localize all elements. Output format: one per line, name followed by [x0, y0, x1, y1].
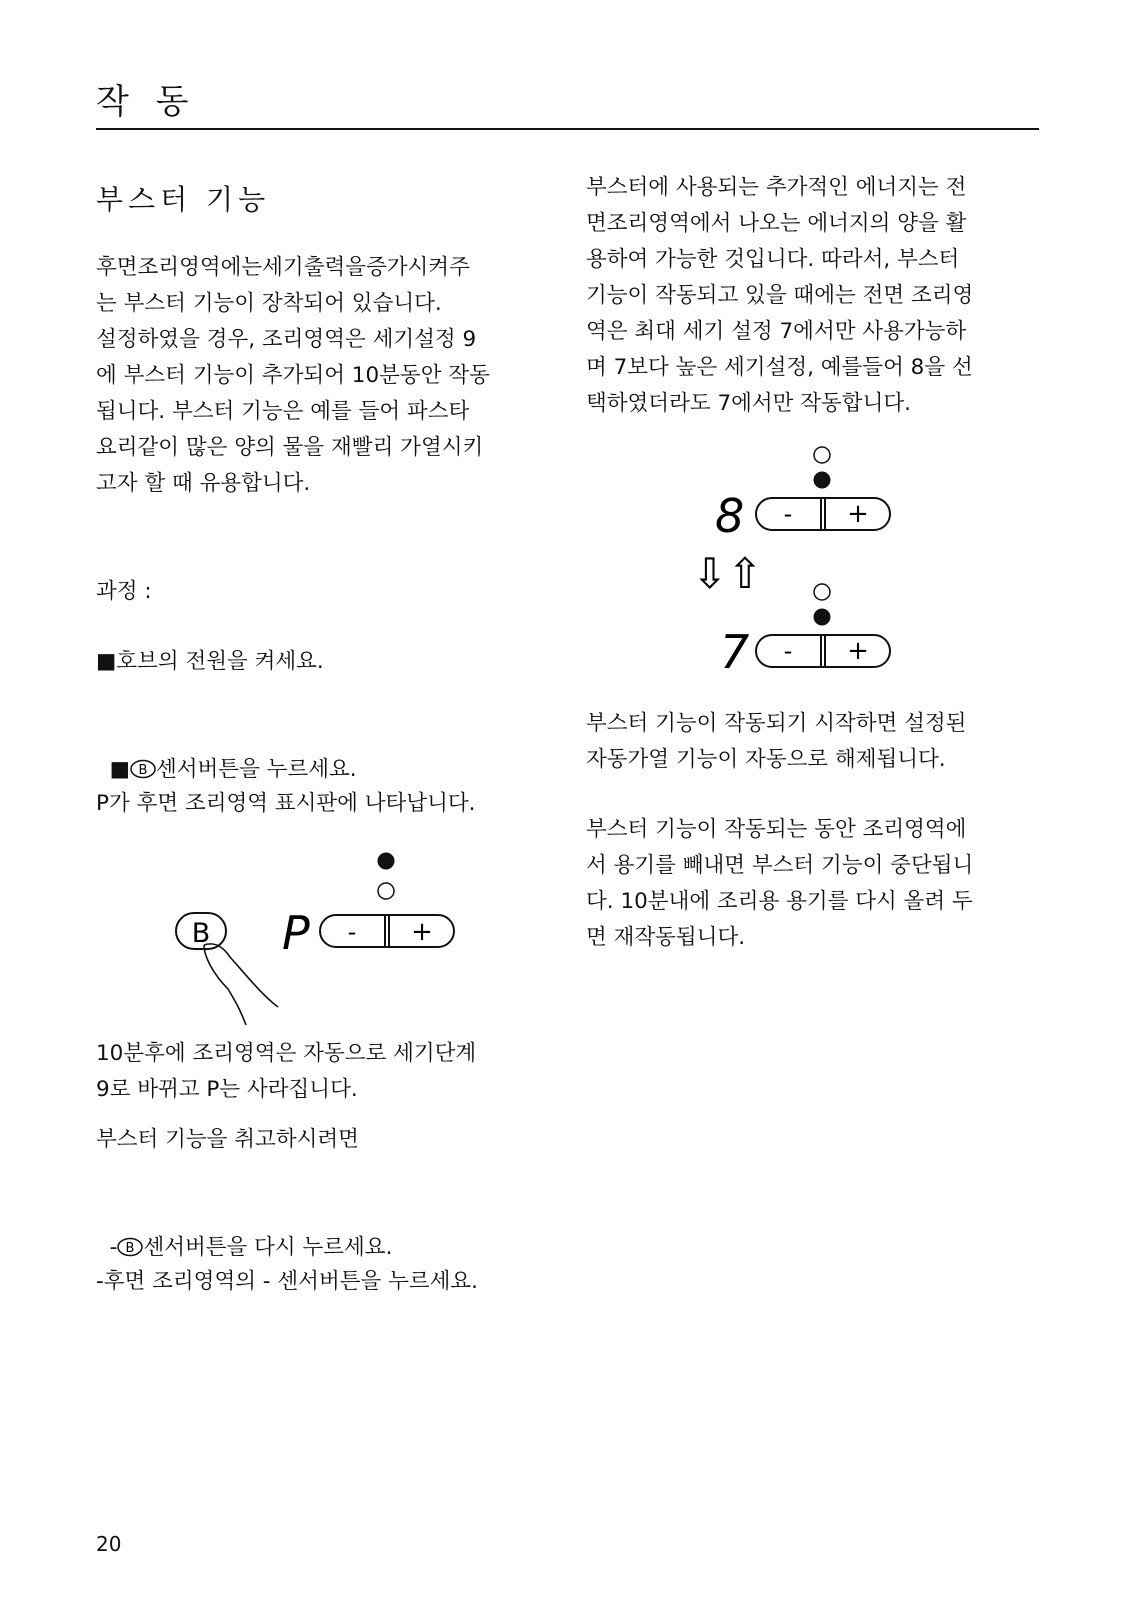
- up-down-arrows-icon: ⇩⇧: [692, 549, 763, 598]
- right-para1-line: 용하여 가능한 것입니다. 따라서, 부스터: [586, 247, 960, 272]
- right-para2-line: 부스터 기능이 작동되기 시작하면 설정된: [586, 711, 967, 736]
- intro-line: 에 부스터 기능이 추가되어 10분동안 작동: [96, 363, 490, 388]
- minus-key: -: [783, 500, 793, 528]
- control-bar-bottom-outline: [756, 635, 890, 667]
- intro-line: 고자 할 때 유용합니다.: [96, 471, 311, 496]
- header-rule: [96, 128, 1039, 130]
- right-para3-line: 면 재작동됩니다.: [586, 925, 746, 950]
- indicator-dot-filled: [814, 472, 831, 489]
- right-para1-line: 역은 최대 세기 설정 7에서만 사용가능하: [586, 319, 967, 344]
- intro-line: 후면조리영역에는세기출력을증가시켜주: [96, 255, 470, 280]
- b-icon-letter: B: [138, 763, 148, 778]
- intro-line: 요리같이 많은 양의 물을 재빨리 가열시키: [96, 435, 484, 460]
- right-para1-line: 면조리영역에서 나오는 에너지의 양을 활: [586, 211, 967, 236]
- power-limit-figure: [690, 440, 920, 680]
- control-bar-top-outline: [756, 498, 890, 530]
- right-para3-line: 다. 10분내에 조리용 용기를 다시 올려 두: [586, 889, 973, 914]
- right-para1-line: 며 7보다 높은 세기설정, 예를들어 8을 선: [586, 355, 973, 380]
- b-circle-icon: [117, 1237, 143, 1257]
- step-p-appears: P가 후면 조리영역 표시판에 나타납니다.: [96, 791, 476, 816]
- step-hob-on: ■호브의 전원을 켜세요.: [96, 649, 324, 674]
- intro-line: 설정하였을 경우, 조리영역은 세기설정 9: [96, 327, 477, 352]
- display-7: 7: [720, 625, 750, 679]
- indicator-dot-filled: [814, 609, 831, 626]
- right-para1-line: 택하였더라도 7에서만 작동합니다.: [586, 391, 911, 416]
- cancel-step-minus: -후면 조리영역의 - 센서버튼을 누르세요.: [96, 1269, 478, 1294]
- section-title: 부스터 기능: [96, 183, 271, 216]
- right-para1-line: 기능이 작동되고 있을 때에는 전면 조리영: [586, 283, 974, 308]
- cancel-step-b: [96, 1194, 392, 1266]
- cancel-title: 부스터 기능을 취고하시려면: [96, 1127, 359, 1152]
- page-number: 20: [96, 1532, 122, 1556]
- after-line: 9로 바뀌고 P는 사라집니다.: [96, 1077, 358, 1102]
- after-line: 10분후에 조리영역은 자동으로 세기단계: [96, 1041, 477, 1066]
- right-para3-line: 서 용기를 빼내면 부스터 기능이 중단됩니: [586, 853, 974, 878]
- booster-button-figure: [170, 845, 470, 1030]
- plus-key: +: [847, 499, 869, 529]
- cancel-step-b-text: 센서버튼을 다시 누르세요.: [143, 1235, 393, 1260]
- step-press-b: [96, 716, 357, 788]
- indicator-dot-empty: [814, 447, 830, 463]
- right-para1-line: 부스터에 사용되는 추가적인 에너지는 전: [586, 175, 967, 200]
- display-8: 8: [715, 489, 745, 543]
- page-header-title: 작 동: [96, 82, 197, 122]
- plus-key: +: [411, 917, 433, 947]
- control-bar-outline: [320, 915, 454, 947]
- bullet-square: ■: [109, 757, 130, 782]
- minus-key: -: [347, 918, 357, 946]
- b-circle-icon: [130, 759, 156, 779]
- intro-line: 는 부스터 기능이 장착되어 있습니다.: [96, 291, 442, 316]
- step-press-b-text: 센서버튼을 누르세요.: [156, 757, 357, 782]
- plus-key: +: [847, 636, 869, 666]
- indicator-dot-empty: [814, 584, 830, 600]
- indicator-dot-empty: [378, 883, 394, 899]
- p-display: P: [282, 906, 310, 960]
- dash-prefix: -: [109, 1235, 118, 1260]
- right-para2-line: 자동가열 기능이 자동으로 해제됩니다.: [586, 747, 946, 772]
- indicator-dot-filled: [378, 853, 395, 870]
- minus-key: -: [783, 637, 793, 665]
- b-icon-letter: B: [125, 1241, 135, 1256]
- procedure-label: 과정 :: [96, 579, 152, 604]
- right-para3-line: 부스터 기능이 작동되는 동안 조리영역에: [586, 817, 967, 842]
- intro-line: 됩니다. 부스터 기능은 예를 들어 파스타: [96, 399, 470, 424]
- finger-icon: [204, 944, 278, 1025]
- b-button-label: B: [191, 918, 211, 949]
